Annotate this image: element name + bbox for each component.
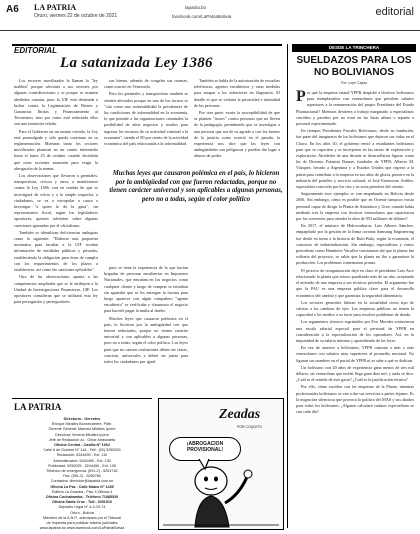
website-link[interactable]: lapatria.bo bbox=[185, 5, 207, 10]
staff-line: Oficina Cochabamba - Teléfono 71985520 bbox=[45, 495, 119, 500]
staff-line: Directorio - Gerentes bbox=[63, 417, 101, 421]
paragraph: Los argumentos técnicos esgrimidos por Evo Morales sostuvieron una escala salarial especial para el personal de YPFB en consideración a la especialización de los operadores. Así, en la impunidad de su salario mínimo y aprendiendo de las leyes. bbox=[296, 319, 414, 343]
paragraph: En 2017, el ministro de Hidrocarburos, Luis Alberto Sánchez, empapelado por la gestión de la firma coreana Samsung Engineering fue desde en torno a la historia de Bulo-Bulo, según la economía, el consorcio de industrialización. Sin embargo, especialistas y varios periodistas como Humberto Vacaflor constataron ahí que la planta fue solitaria del proyecto, se sabía que la planta no iba a garantizar la producción. Los problemas comenzaron pronto. bbox=[296, 223, 414, 266]
opinion-body bbox=[296, 90, 414, 528]
staff-list bbox=[12, 417, 152, 531]
figure-arm-icon bbox=[225, 477, 247, 503]
staff-line: Enrique Miralles Bonnecarrère, Pdte. bbox=[51, 422, 113, 427]
staff-line: Edificio La Guardia - Piso 3 Oficina 4 bbox=[51, 489, 113, 494]
page-header bbox=[0, 0, 420, 31]
paragraph: Los sectores movilizados la llaman la "ley maldita" porque afectaría a sus sectores por algunas consideraciones y se porque se asumen alrededor cuentas, pues la UIF está destinada a luchar contra la Legitimación de Bienes y Ganancias Ilícitas y Financiamiento al Terrorismo, sino por como está redactada ellos ven una intención velada. bbox=[14, 78, 98, 127]
staff-line: Oruro - Bolivia bbox=[70, 510, 94, 515]
paragraph bbox=[296, 90, 414, 127]
masthead-title: LA PATRIA bbox=[34, 3, 77, 12]
editorial-label: EDITORIAL bbox=[14, 46, 57, 55]
paragraph: Otra de las observaciones apunta a las competencias ampliadas que se le atribuyen a la Unidad de Investigaciones Financieras, UIF. Los opositores consideran que se utilizará esta ley para perseguidos y perseguidores bbox=[14, 274, 98, 305]
staff-line: Miembro de la A.N.P., autorizado por el Tribunal bbox=[42, 515, 122, 520]
staff-line: Publicidad: 5250025 - 5244490 - Ext. 105 bbox=[48, 463, 116, 468]
staff-box-title: LA PATRIA bbox=[14, 402, 62, 412]
paragraph: sus bienes, además de congelar sus cuentas, como ocurrió en Venezuela. bbox=[104, 78, 188, 90]
facebook-link[interactable]: facebook.com/LaPatriaBolivia bbox=[172, 14, 232, 19]
staff-box bbox=[12, 398, 152, 529]
editorial-cartoon bbox=[158, 398, 284, 530]
staff-line: Redacción: 5244490 - Ext. 110 bbox=[56, 453, 108, 458]
editorial-column-2-bottom bbox=[104, 265, 188, 383]
paragraph: Los sectores generales lideran en la actualidad cierto tipo de críticas a los cambios de ejes. Las empresas públicas no tienen la capacidad o los medios a su favor para resolver problemas de deuda. bbox=[296, 299, 414, 318]
staff-line: Administración: 5244490 - Ext. 130 bbox=[53, 458, 111, 463]
drop-cap: P bbox=[296, 90, 306, 105]
paragraph-text: or qué la empresa estatal YPFB despidió a técnicos bolivianos para reemplazarlos con venezolanos que perciben salarios superiores a la remuneración del propio Presidente del Estado Plurinacional? Mientras destierra a trabajo marginado a especialistas cruceños y paceños por no estar en las listas afines o repartir a personal experimentado. bbox=[296, 90, 414, 127]
paragraph: pues se tiene la experiencia de lo que hacían brigadas de personas encubiertas en Impuestos Nacionales, que entraban en los negocios como cualquier cliente y luego de comprar se retiraban sin aguardar que se les entregue la factura para luego aparecer con algún compañero "agente encubierto" se verificaba y clausurara el negocio para hacerle pagar la multa al dueño. bbox=[104, 265, 188, 314]
editorial-column-1 bbox=[14, 78, 98, 388]
figure-body-icon bbox=[195, 496, 229, 527]
staff-line: Jefe de Redacción a.i.: Omar Arrascaeta bbox=[48, 437, 116, 442]
paragraph: Un boliviano con 20 años de experiencia gana menos de tres mil dólares, un venezolano que recién llega gana diez mil, y nada se dice. ¿Cuál es el sentido de este gasto? ¿Cuál es la justificación técnica? bbox=[296, 364, 414, 383]
opinion-title: SUELDAZOS PARA LOS NO BOLIVIANOS bbox=[296, 55, 412, 78]
editorial-title: La satanizada Ley 1386 bbox=[60, 55, 213, 71]
paragraph: Por otra parte, existe la susceptibilidad de que se planten "trozos" contra personas que no lleven de la pedagogía, permitiendo que se investigue a una persona que sea de su agrado o con los fuertes de la justicia como ocurrió en el pasado, la experiencia nos dice que las leyes con ambigüedades son peligrosas y pueden dar lugar a abusos de poder. bbox=[194, 110, 280, 159]
cartoon-byline: POR COQUITO bbox=[237, 425, 262, 429]
paragraph: En vez de atraerse a bolivianos, YPFB contrata a más y más venezolanos con salarios muy superiores al promedio nacional. No figuran sus nombres en el portal de YPFB ni se sabe a qué se dedican. bbox=[296, 345, 414, 363]
paragraph: Para el Gobierno en un asunto cerrado, la Ley está promulgada y sólo queda continuar en su reglamentación. Mientras tanto los sectores movilizados plantean en un cuarto intermedio hasta el lunes 25 de octubre, cuando decidirán qué otras acciones asumirán para exigir la abrogación de la norma. bbox=[14, 128, 98, 171]
staff-line: Fax: (591-2) - 5250780 bbox=[63, 474, 101, 479]
figure-eye-icon bbox=[204, 477, 208, 482]
column-divider bbox=[287, 44, 288, 528]
paragraph: Pero los gremiales y transportistas también se sienten afectados porque en uno de los incisos se "cita como una vulnerabilidad la prevalencia de las condiciones de informalidad en la economía, lo que permite a las organizaciones criminales la posibilidad de abrir negocios y usarlos para ingresar los recursos de su actividad criminal a la economía", siendo el 90 por ciento de la actividad económica del país relacionada a la informalidad. bbox=[104, 91, 188, 147]
paragraph: Los observaciones que llevaron a gremiales, transportistas, cívicos y otros, a manifestarse contra la Ley 1386, van en sentido de que se investigará de oficio y a la simple sospecha, a ciudadanos, se va a extrapolar a causa e investigar "a quien lo de la gana", sin representantes fiscal, según los legisladores opositores, quienes advierten sobre algunas cuestiones ignoradas por el oficialismo. bbox=[14, 173, 98, 228]
editorial-column-3 bbox=[194, 78, 280, 166]
cartoon-drawing bbox=[159, 399, 283, 529]
paragraph: Muchos leyes que causaron polémica en el país, lo hicieron por la ambigüedad con que fueron redactadas, porque no tienen carácter universal y son aplicables a algunas personas, pero no a todas, según el color político. Las leyes para que no causen confusiones deben ser claras, concisas, universales y deben ser justas para todos los ciudadanos por igual. bbox=[104, 315, 188, 365]
staff-line: de Imprenta para publicar edictos judiciales bbox=[46, 521, 118, 526]
editorial-column-2 bbox=[104, 78, 188, 168]
section-name: editorial bbox=[375, 6, 414, 18]
staff-line: Directora: Ximena Miralles Iporre bbox=[55, 432, 109, 437]
staff-line: Teléfono de emergencia: (591-2) - 5251718 bbox=[46, 469, 118, 474]
staff-line[interactable]: www.lapatria.bo www.facebook.com/LaPatriaBolivia bbox=[39, 526, 125, 531]
staff-line: Depósito Legal N° 4-3-29-74 bbox=[58, 505, 106, 510]
figure-head-icon bbox=[195, 467, 227, 495]
column-tag: DESDE LA TRINCHERA bbox=[292, 44, 416, 52]
paragraph: En tiempos Presidentes Fiscales Bolivianos, desde su fundación, fue parte del imaginario de los bolivianos que dejaron sus vidas en el Chaco. En los años 30, el gobierno envió a estudiantes bolivianos para que se capaciten y se incorporen en las tareas de explotación y exploración. Alrededor de una decada se desarrollaron figuras como las de Dionisio Foianini Banzer, fundador de YPFB, Alberto M. Vázquez, becado a Argentina y a Estados Unidos que regresó a la patria para contribuir a la empresa en sus años de gloria, pionero en la industria del petróleo y servicio cultural; el José Estenssoro Ardiles; especialista conocido por los ríos y su zona petrolera del oriente. bbox=[296, 128, 414, 190]
staff-line: Contactos: direccion@lapatria.com.bo bbox=[50, 479, 114, 484]
pull-quote: Muchas leyes que causaron polémica en el país, lo hicieron por la ambigüedad con que fueron redactadas, porque no tienen carácter universal y son aplicables a algunas personas, pero no a todas, según el color político bbox=[109, 170, 283, 203]
page-number: A6 bbox=[6, 4, 19, 15]
staff-line: Oficina Central - Casilla N° 1662 bbox=[54, 443, 110, 448]
figure-eye-icon bbox=[214, 477, 218, 482]
staff-line: Calle 6 de Octubre N° 144 - Telf.: (02) 5250025 bbox=[43, 448, 121, 453]
paragraph: El proceso de reorganización dejó en claro el presidente Luis Arce relacionado la planta que estuvo paralizada más de un año, aceptando el arriendo de una empresa a sus técnicos privados. El argumento fue que la PAU es una empresa pública clave para el desarrollo económico del cambio y que garantiza la seguridad alimentaria. bbox=[296, 267, 414, 298]
paragraph: Por ello, cómo suceden con las empresas de la Planta, mientras profesionales bolivianos se van a dar sus servicios a países lejanos. Es la migración silenciosa que provoca la política del MAS y sus aliados para todos los bolivianos. ¡Alguien calculará cuántos especialistas se van cada día? bbox=[296, 384, 414, 415]
staff-line: Oficina La Paz - Calle Mateo N° 1439 bbox=[50, 484, 114, 489]
paragraph: También se identifican deficiencias ambiguas como la siguiente: "Elaborar una propuesta normativa para facultar a la UIF recabar información de entidades públicas y privadas, estableciendo la obligación para éstas de cumplir con los requerimientos de los plazos a establecerse, así como las sanciones aplicables". bbox=[14, 229, 98, 273]
paragraph: También se habla de la autorización de escuchas telefónicas, agentes encubiertos y otras medidas para atrapar a los infractores en flagrancia. El detalle es que se violaría la privacidad e intimidad de las personas. bbox=[194, 78, 280, 108]
opinion-author: Por: Lupe Cajías bbox=[340, 81, 368, 85]
speech-bubble-text: ¡ABROGACION PROVISIONAL! bbox=[186, 441, 224, 453]
staff-line: Gerente General: Marcelo Miralles Iporre bbox=[48, 427, 116, 432]
staff-line: Oficina Santa Cruz - Telf.: 3351010 bbox=[52, 500, 112, 505]
paragraph: Seguramente esos ejemplos se van empañando en Bolivia desde 2006. Sin embargo, cómo es posible que en Oriente tampoco exista personal capaz de dirigir la Planta de Amoníaco y Urea, cuando había mediado tres la empresa con técnicos venezolanos que capacitaron por los convenios para atender la obra de 953 millones de dólares? bbox=[296, 191, 414, 222]
figure-hand-icon bbox=[244, 470, 252, 478]
issue-date: Oruro, viernes 22 de octubre de 2021 bbox=[34, 13, 118, 19]
cartoon-signature: Zeadas bbox=[219, 407, 261, 422]
